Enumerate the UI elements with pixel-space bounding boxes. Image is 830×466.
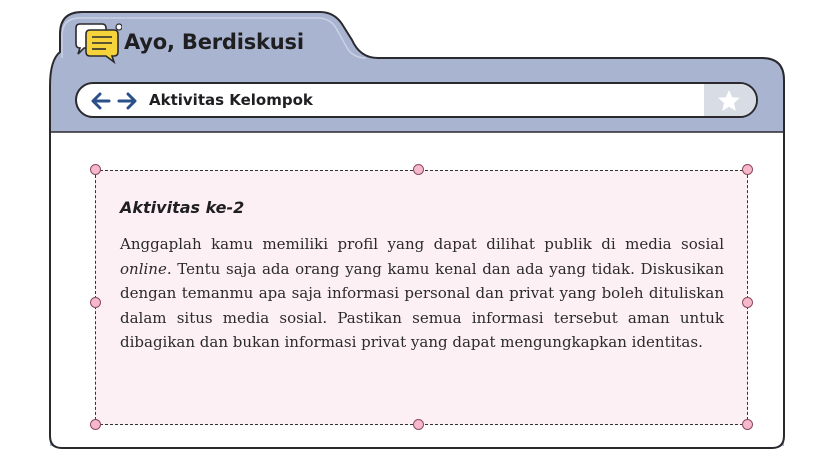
activity-body-text-2: . Tentu saja ada orang yang kamu kenal dan ada yang tidak. Diskusikan dengan temanmu apa saja informasi personal dan privat yang boleh dituliskan dalam situs media sosial. Pastikan semua informasi tersebut aman untuk dibagikan dan bukan informasi privat yang dapat mengungkapkan identitas. bbox=[120, 259, 724, 352]
tab-title[interactable]: Ayo, Berdiskusi bbox=[124, 30, 304, 54]
activity-body-italic: online bbox=[120, 259, 167, 278]
arrow-right-icon[interactable] bbox=[117, 92, 137, 110]
arrow-left-icon[interactable] bbox=[91, 92, 111, 110]
star-icon bbox=[716, 88, 742, 114]
resize-handle-bottom-right[interactable] bbox=[742, 419, 753, 430]
resize-handle-top-right[interactable] bbox=[742, 164, 753, 175]
activity-body-text-1: Anggaplah kamu memiliki profil yang dapat dilihat publik di media sosial bbox=[120, 235, 724, 253]
resize-handle-middle-left[interactable] bbox=[90, 297, 101, 308]
activity-heading: Aktivitas ke-2 bbox=[120, 198, 245, 217]
resize-handle-middle-right[interactable] bbox=[742, 297, 753, 308]
resize-handle-top-left[interactable] bbox=[90, 164, 101, 175]
address-bar[interactable] bbox=[75, 82, 758, 118]
resize-handle-top-center[interactable] bbox=[413, 164, 424, 175]
resize-handle-bottom-left[interactable] bbox=[90, 419, 101, 430]
chat-bubble-icon bbox=[72, 22, 122, 64]
address-bar-text: Aktivitas Kelompok bbox=[149, 91, 313, 109]
resize-handle-bottom-center[interactable] bbox=[413, 419, 424, 430]
activity-body bbox=[120, 232, 724, 355]
bookmark-button[interactable] bbox=[704, 84, 756, 116]
